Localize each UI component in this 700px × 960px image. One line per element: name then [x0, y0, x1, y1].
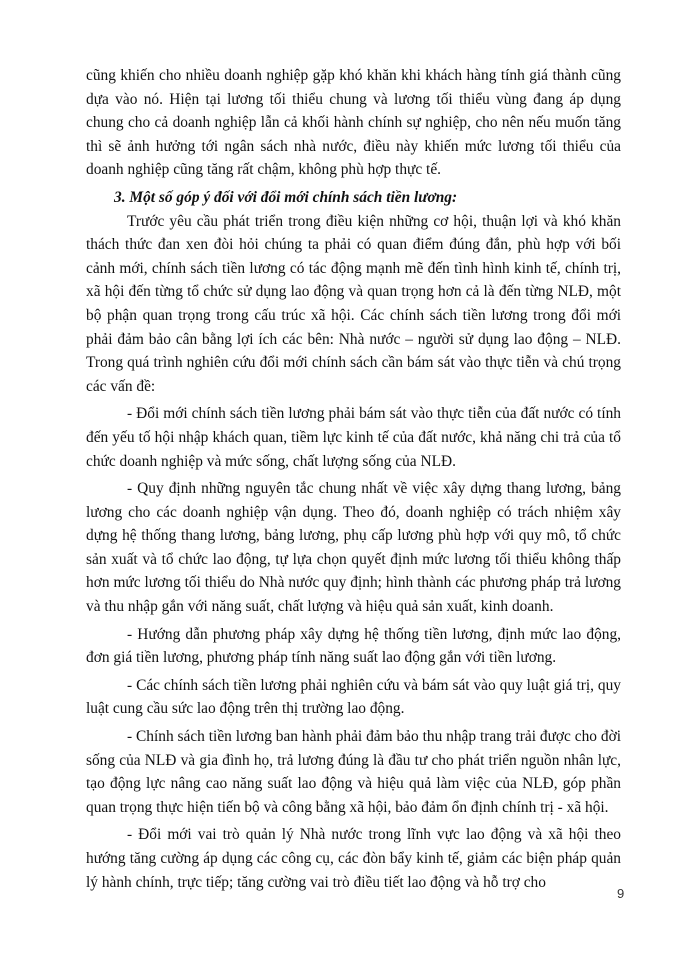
intro-paragraph: cũng khiến cho nhiều doanh nghiệp gặp khó khăn khi khách hàng tính giá thành cũng dựa vào nó. Hiện tại lương tối thiểu chung và lương tối thiểu vùng đang áp dụng chung cho cả doanh nghiệp lẫn cả khối hành chính sự nghiệp, cho nên nếu muốn tăng thì sẽ ảnh hưởng tới ngân sách nhà nước, điều này khiến mức lương tối thiểu của doanh nghiệp cũng tăng rất chậm, không phù hợp thực tế.	[86, 67, 621, 179]
section-heading: 3. Một số góp ý đối với đổi mới chính sách tiền lương:	[114, 188, 458, 206]
bullet-paragraph-6: - Đổi mới vai trò quản lý Nhà nước trong lĩnh vực lao động và xã hội theo hướng tăng cường áp dụng các công cụ, các đòn bẩy kinh tế, giảm các biện pháp quản lý hành chính, trực tiếp; tăng cường vai trò điều tiết lao động và hỗ trợ cho	[86, 826, 621, 891]
page-number: 9	[617, 886, 625, 901]
bullet-paragraph-4: - Các chính sách tiền lương phải nghiên cứu và bám sát vào quy luật giá trị, quy luật cung cầu sức lao động trên thị trường lao động.	[86, 676, 621, 718]
bullet-paragraph-5: - Chính sách tiền lương ban hành phải đảm bảo thu nhập trang trải được cho đời sống của NLĐ và gia đình họ, trả lương đúng là đầu tư cho phát triển nguồn nhân lực, tạo động lực nâng cao năng suất lao động và hiệu quả làm việc của NLĐ, góp phần quan trọng thực hiện tiến bộ và công bằng xã hội, bảo đảm ổn định chính trị - xã hội.	[86, 728, 621, 816]
bullet-paragraph-3: - Hướng dẫn phương pháp xây dựng hệ thống tiền lương, định mức lao động, đơn giá tiền lương, phương pháp tính năng suất lao động gắn với tiền lương.	[86, 625, 621, 667]
section-intro-paragraph: Trước yêu cầu phát triển trong điều kiện những cơ hội, thuận lợi và khó khăn thách thức đan xen đòi hỏi chúng ta phải có quan điểm đúng đắn, phù hợp với bối cảnh mới, chính sách tiền lương có tác động mạnh mẽ đến tình hình kinh tế, chính trị, xã hội đến từng tổ chức sử dụng lao động và quan trọng hơn cả là đến từng NLĐ, một bộ phận quan trọng trong cấu trúc xã hội. Các chính sách tiền lương trong đổi mới phải đảm bảo cân bằng lợi ích các bên: Nhà nước – người sử dụng lao động – NLĐ. Trong quá trình nghiên cứu đổi mới chính sách cần bám sát vào thực tiễn và chú trọng các vấn đề:	[86, 212, 621, 395]
bullet-paragraph-2: - Quy định những nguyên tắc chung nhất về việc xây dựng thang lương, bảng lương cho các doanh nghiệp vận dụng. Theo đó, doanh nghiệp có trách nhiệm xây dựng hệ thống thang lương, bảng lương, phụ cấp lương phù hợp với quy mô, tổ chức sản xuất và tổ chức lao động, tự lựa chọn quyết định mức lương tối thiểu không thấp hơn mức lương tối thiểu do Nhà nước quy định; hình thành các phương pháp trả lương và thu nhập gắn với năng suất, chất lượng và hiệu quả sản xuất, kinh doanh.	[86, 480, 621, 616]
page-body	[86, 64, 621, 894]
bullet-paragraph-1: - Đổi mới chính sách tiền lương phải bám sát vào thực tiễn của đất nước có tính đến yếu tố hội nhập khách quan, tiềm lực kinh tế của đất nước, khả năng chi trả của tổ chức doanh nghiệp và mức sống, chất lượng sống của NLĐ.	[86, 405, 621, 470]
